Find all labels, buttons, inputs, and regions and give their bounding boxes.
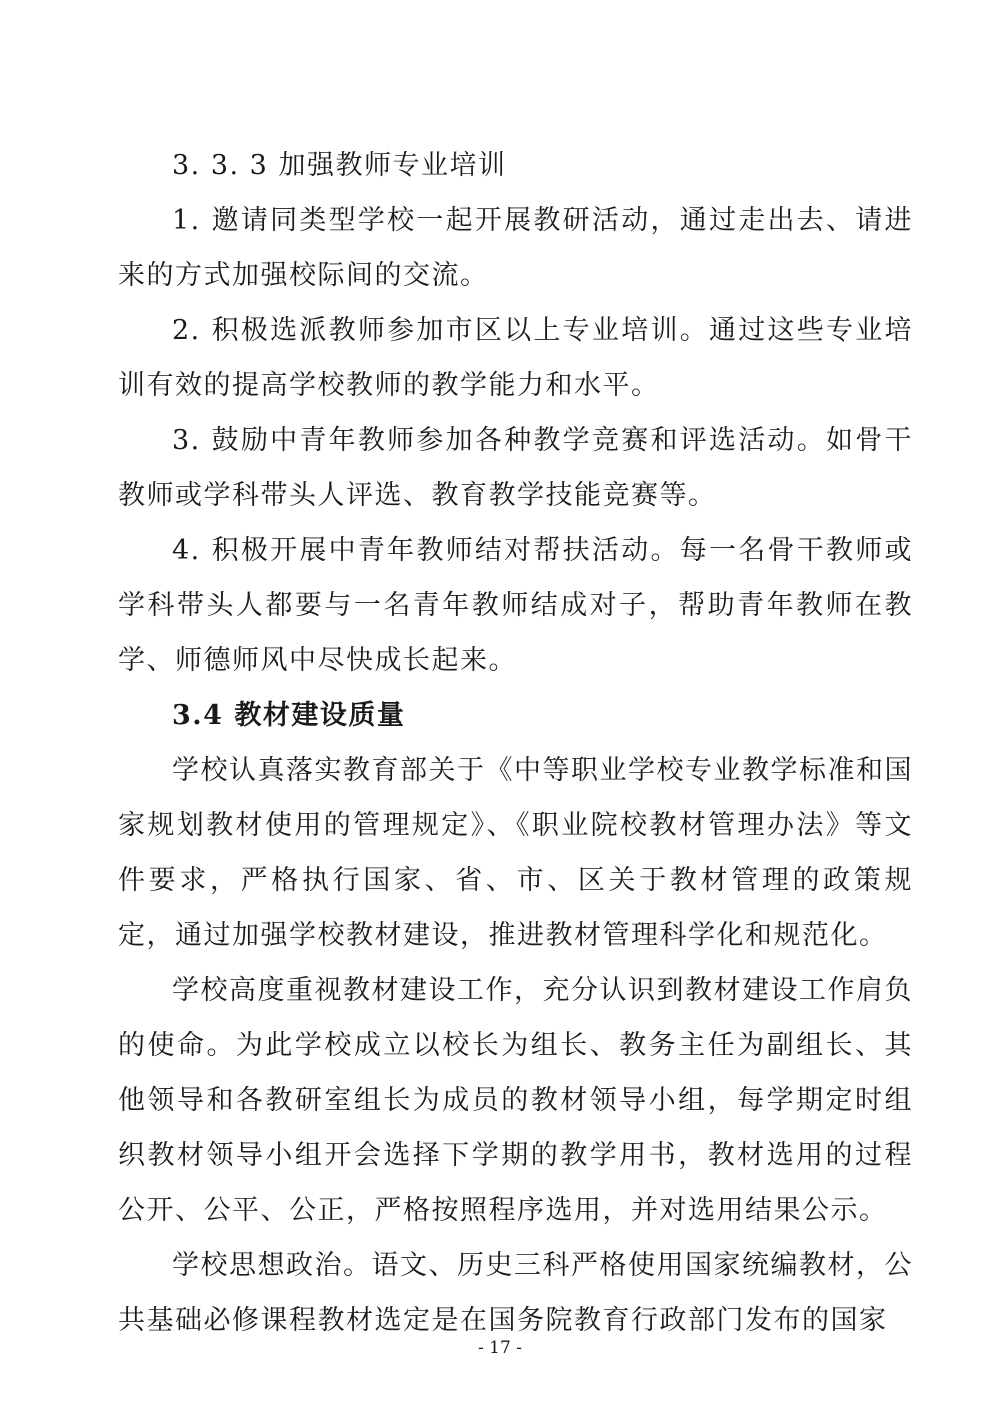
list-item-2: 2. 积极选派教师参加市区以上专业培训。通过这些专业培训有效的提高学校教师的教学能力和水平。 xyxy=(118,315,913,401)
document-body xyxy=(118,138,913,1348)
list-item-4: 4. 积极开展中青年教师结对帮扶活动。每一名骨干教师或学科带头人都要与一名青年教师结成对子，帮助青年教师在教学、师德师风中尽快成长起来。 xyxy=(118,535,913,676)
list-item-1: 1. 邀请同类型学校一起开展教研活动，通过走出去、请进来的方式加强校际间的交流。 xyxy=(118,205,913,291)
section-heading-3-4: 3.4 教材建设质量 xyxy=(172,700,406,731)
paragraph-1: 学校认真落实教育部关于《中等职业学校专业教学标准和国家规划教材使用的管理规定》、《职业院校教材管理办法》等文件要求，严格执行国家、省、市、区关于教材管理的政策规定，通过加强学校教材建设，推进教材管理科学化和规范化。 xyxy=(118,755,913,951)
section-heading-3-3-3: 3. 3. 3 加强教师专业培训 xyxy=(172,150,507,181)
paragraph-3: 学校思想政治。语文、历史三科严格使用国家统编教材，公共基础必修课程教材选定是在国务院教育行政部门发布的国家 xyxy=(118,1250,913,1336)
page-number: - 17 - xyxy=(478,1338,522,1358)
list-item-3: 3. 鼓励中青年教师参加各种教学竞赛和评选活动。如骨干教师或学科带头人评选、教育教学技能竞赛等。 xyxy=(118,425,913,511)
paragraph-2: 学校高度重视教材建设工作，充分认识到教材建设工作肩负的使命。为此学校成立以校长为组长、教务主任为副组长、其他领导和各教研室组长为成员的教材领导小组，每学期定时组织教材领导小组开会选择下学期的教学用书，教材选用的过程公开、公平、公正，严格按照程序选用，并对选用结果公示。 xyxy=(118,975,913,1226)
